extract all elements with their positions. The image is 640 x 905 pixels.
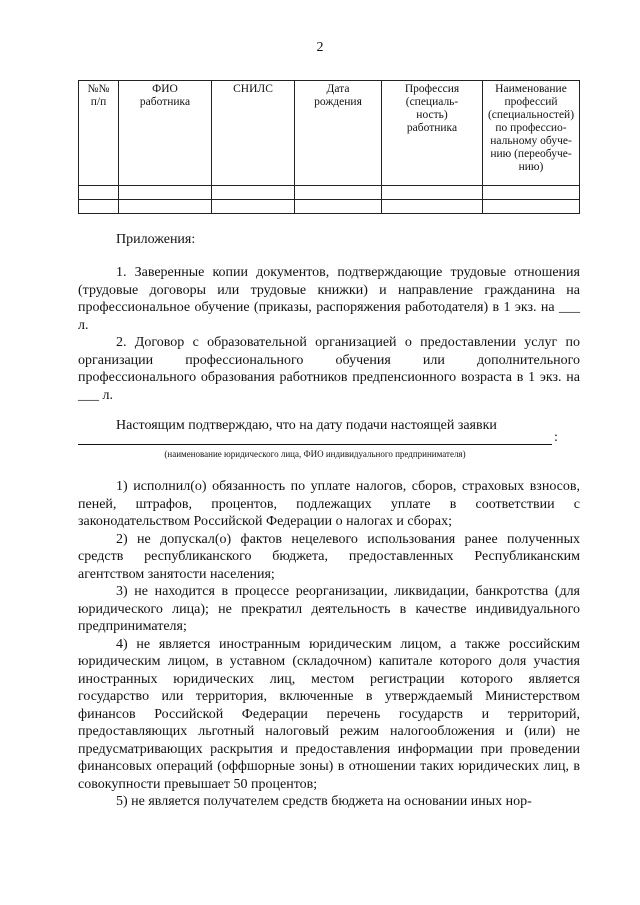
- condition-item: 3) не находится в процессе реорганизации, ликвидации, банкротства (для юридического лица); не прекратил деятельность в качестве индивидуального предпринимателя;: [78, 584, 580, 634]
- table-cell[interactable]: [295, 186, 382, 200]
- table-cell[interactable]: [212, 186, 295, 200]
- condition-item: 2) не допускал(о) фактов нецелевого использования ранее полученных средств республиканского бюджета, предоставленных Республиканским агентством занятости населения;: [78, 531, 580, 582]
- annex-item-2: 2. Договор с образовательной организацией о предоставлении услуг по организации профессионального обучения или дополнительного профессионального образования работников предпенсионного возраста в 1 экз. на ___ л.: [78, 335, 580, 403]
- table-cell[interactable]: [483, 186, 580, 200]
- col-header-birthdate: Дата рождения: [295, 81, 382, 186]
- table-cell[interactable]: [212, 200, 295, 214]
- table-cell[interactable]: [119, 200, 212, 214]
- col-header-number: №№ п/п: [79, 81, 119, 186]
- organization-name-field[interactable]: [78, 430, 580, 446]
- col-header-profession: Профессия (специаль- ность) работника: [382, 81, 483, 186]
- col-header-snils: СНИЛС: [212, 81, 295, 186]
- condition-item: 4) не является иностранным юридическим лицом, а также российским юридическим лицом, в уставном (складочном) капитале которого доля участия иностранных юридических лиц, местом регистрации которого является государство или территория, включенные в утверждаемый Министерством финансов Российской Федерации перечень государств и территорий, предоставляющих льготный налоговый режим налогообложения и (или) не предусматривающих раскрытия и предоставления информации при проведении финансовых операций (оффшорные зоны) в отношении таких юридических лиц, в совокупности превышает 50 процентов;: [78, 636, 580, 792]
- annex-title: Приложения:: [116, 232, 196, 247]
- table-cell[interactable]: [119, 186, 212, 200]
- annex-list: [78, 264, 580, 404]
- table-cell[interactable]: [382, 186, 483, 200]
- table-cell[interactable]: [79, 186, 119, 200]
- col-header-training: Наименование профессий (специальностей) по профессио- нальному обуче- нию (переобуче- нию): [483, 81, 580, 186]
- confirmation-intro: Настоящим подтверждаю, что на дату подачи настоящей заявки: [116, 418, 497, 433]
- annex-item-1: 1. Заверенные копии документов, подтверждающие трудовые отношения (трудовые договоры или трудовые книжки) и направление гражданина на профессиональное обучение (приказы, распоряжения работодателя) в 1 экз. на ___ л.: [78, 265, 580, 333]
- table-cell[interactable]: [295, 200, 382, 214]
- table-header-row: [79, 81, 580, 186]
- page-number: 2: [316, 40, 324, 55]
- workers-table: [78, 80, 580, 214]
- table-row: [79, 200, 580, 214]
- condition-item: 1) исполнил(о) обязанность по уплате налогов, сборов, страховых взносов, пеней, штрафов, процентов, подлежащих уплате в соответствии с законодательством Российской Федерации о налогах и сборах;: [78, 479, 580, 529]
- conditions-list: [78, 478, 580, 811]
- organization-name-caption: (наименование юридического лица, ФИО индивидуального предпринимателя): [164, 449, 466, 459]
- confirmation-colon: :: [554, 430, 558, 445]
- table-cell[interactable]: [79, 200, 119, 214]
- table-cell[interactable]: [382, 200, 483, 214]
- col-header-name: ФИО работника: [119, 81, 212, 186]
- organization-name-underline: [78, 444, 552, 445]
- table-row: [79, 186, 580, 200]
- condition-item: 5) не является получателем средств бюджета на основании иных нор-: [116, 794, 532, 809]
- table-cell[interactable]: [483, 200, 580, 214]
